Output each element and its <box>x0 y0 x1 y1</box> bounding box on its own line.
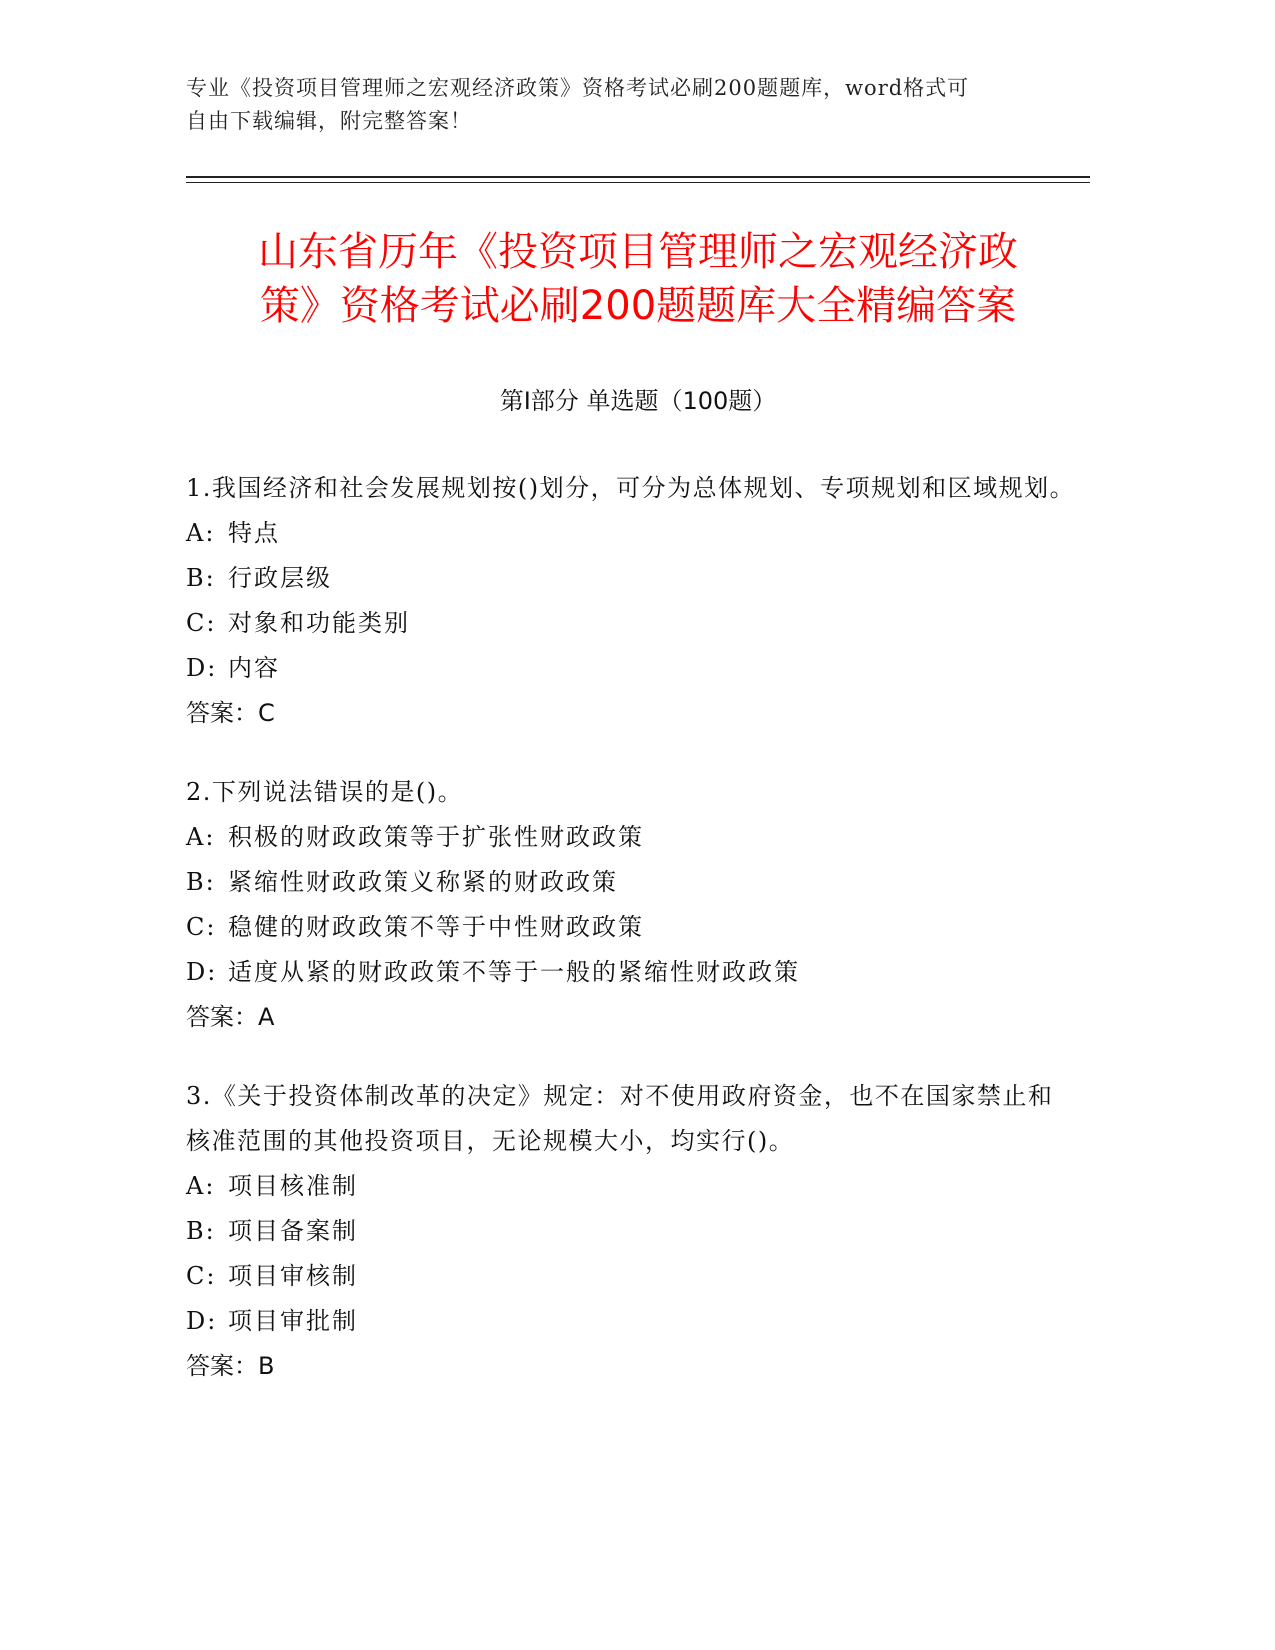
option-text: 适度从紧的财政政策不等于一般的紧缩性财政政策 <box>228 958 800 986</box>
question-list <box>186 466 1076 1423</box>
option-letter: C: <box>186 913 217 941</box>
option-letter: C: <box>186 1262 217 1290</box>
option-c <box>186 601 1076 646</box>
option-text: 项目核准制 <box>228 1172 358 1200</box>
option-text: 项目审核制 <box>228 1262 358 1290</box>
question-1 <box>186 466 1076 736</box>
document-title-line-2: 策》资格考试必刷200题题库大全精编答案 <box>259 283 1017 329</box>
header-rule-thick <box>186 176 1090 178</box>
option-letter: A: <box>186 823 216 851</box>
option-letter: A: <box>186 519 216 547</box>
option-text: 内容 <box>228 654 280 682</box>
option-text: 紧缩性财政政策义称紧的财政政策 <box>228 868 618 896</box>
option-letter: B: <box>186 868 216 896</box>
question-2 <box>186 770 1076 1040</box>
question-stem: 1.我国经济和社会发展规划按()划分，可分为总体规划、专项规划和区域规划。 <box>186 474 1076 502</box>
option-letter: A: <box>186 1172 216 1200</box>
option-letter: D: <box>186 654 218 682</box>
question-stem: 3.《关于投资体制改革的决定》规定：对不使用政府资金，也不在国家禁止和核准范围的其他投资项目，无论规模大小，均实行()。 <box>186 1082 1054 1155</box>
option-text: 项目备案制 <box>228 1217 358 1245</box>
header-rule-thin <box>186 182 1090 183</box>
option-a <box>186 1164 1076 1209</box>
option-a <box>186 511 1076 556</box>
option-letter: B: <box>186 1217 216 1245</box>
header-note <box>186 72 1056 138</box>
header-note-line-1: 专业《投资项目管理师之宏观经济政策》资格考试必刷200题题库，word格式可 <box>186 76 970 100</box>
option-text: 稳健的财政政策不等于中性财政政策 <box>228 913 644 941</box>
option-a <box>186 815 1076 860</box>
header-note-line-2: 自由下载编辑，附完整答案！ <box>186 109 472 133</box>
answer-line: 答案：A <box>186 1003 275 1031</box>
option-b <box>186 556 1076 601</box>
option-b <box>186 860 1076 905</box>
question-3 <box>186 1074 1076 1389</box>
option-letter: D: <box>186 958 218 986</box>
option-b <box>186 1209 1076 1254</box>
document-title-line-1: 山东省历年《投资项目管理师之宏观经济政 <box>258 229 1018 275</box>
option-c <box>186 905 1076 950</box>
question-stem: 2.下列说法错误的是()。 <box>186 778 464 806</box>
option-text: 特点 <box>228 519 280 547</box>
option-c <box>186 1254 1076 1299</box>
option-d <box>186 1299 1076 1344</box>
option-text: 行政层级 <box>228 564 332 592</box>
option-text: 项目审批制 <box>228 1307 358 1335</box>
option-letter: D: <box>186 1307 218 1335</box>
option-letter: C: <box>186 609 217 637</box>
section-title: 第Ⅰ部分 单选题（100题） <box>499 387 777 415</box>
option-letter: B: <box>186 564 216 592</box>
option-d <box>186 950 1076 995</box>
option-d <box>186 646 1076 691</box>
answer-line: 答案：B <box>186 1352 275 1380</box>
option-text: 积极的财政政策等于扩张性财政政策 <box>228 823 644 851</box>
answer-line: 答案：C <box>186 699 275 727</box>
document-title <box>186 225 1090 333</box>
option-text: 对象和功能类别 <box>228 609 410 637</box>
